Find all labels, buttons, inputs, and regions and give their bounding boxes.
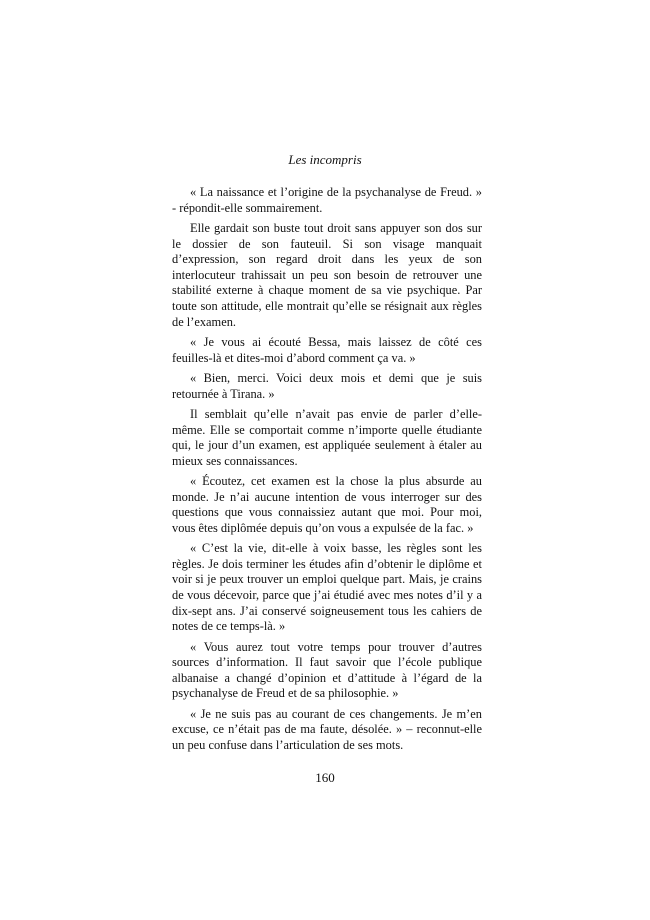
page-number: 160	[315, 770, 335, 785]
paragraph: « Vous aurez tout votre temps pour trouver d’autres sources d’information. Il faut savoir que l’école publique albanaise a changé d’opinion et d’attitude à l’égard de la psychanalyse de Freud et de sa philosophie. »	[172, 639, 482, 701]
paragraph: « Je vous ai écouté Bessa, mais laissez de côté ces feuilles-là et dites-moi d’abord comment ça va. »	[172, 334, 482, 365]
paragraph: « La naissance et l’origine de la psychanalyse de Freud. » - répondit-elle sommairement.	[172, 185, 482, 215]
paragraph: « Je ne suis pas au courant de ces changements. Je m’en excuse, ce n’était pas de ma faute, désolée. » – reconnut-elle un peu confuse dans l’articulation de ses mots.	[172, 706, 482, 752]
paragraph: Elle gardait son buste tout droit sans appuyer son dos sur le dossier de son fauteuil. Si son visage manquait d’expression, son regard droit dans les yeux de son interlocuteur trahissait un peu son besoin de retrouver une stabilité externe à chaque moment de sa vie psychique. Par toute son attitude, elle montrait qu’elle se résignait aux règles de l’examen.	[172, 220, 482, 329]
paragraph: Il semblait qu’elle n’avait pas envie de parler d’elle-même. Elle se comportait comme n’importe quelle étudiante qui, le jour d’un examen, est appliquée seulement à étaler au mieux ses connaissances.	[172, 406, 482, 468]
paragraph: « Écoutez, cet examen est la chose la plus absurde au monde. Je n’ai aucune intention de vous interroger sur des questions que vous connaissiez autant que moi. Pour moi, vous êtes diplômée depuis qu’on vous a expulsée de la fac. »	[172, 474, 482, 535]
body-text	[172, 185, 482, 758]
paragraph: « C’est la vie, dit-elle à voix basse, les règles sont les règles. Je dois terminer les études afin d’obtenir le diplôme et voir si je peux trouver un emploi quelque part. Mais, je crains de vous décevoir, parce que j’ai étudié avec mes notes d’il y a dix-sept ans. J’ai conservé soigneusement tous les cahiers de notes de ce temps-là. »	[172, 541, 482, 634]
paragraph: « Bien, merci. Voici deux mois et demi que je suis retournée à Tirana. »	[172, 370, 482, 401]
running-header-title: Les incompris	[288, 152, 362, 167]
